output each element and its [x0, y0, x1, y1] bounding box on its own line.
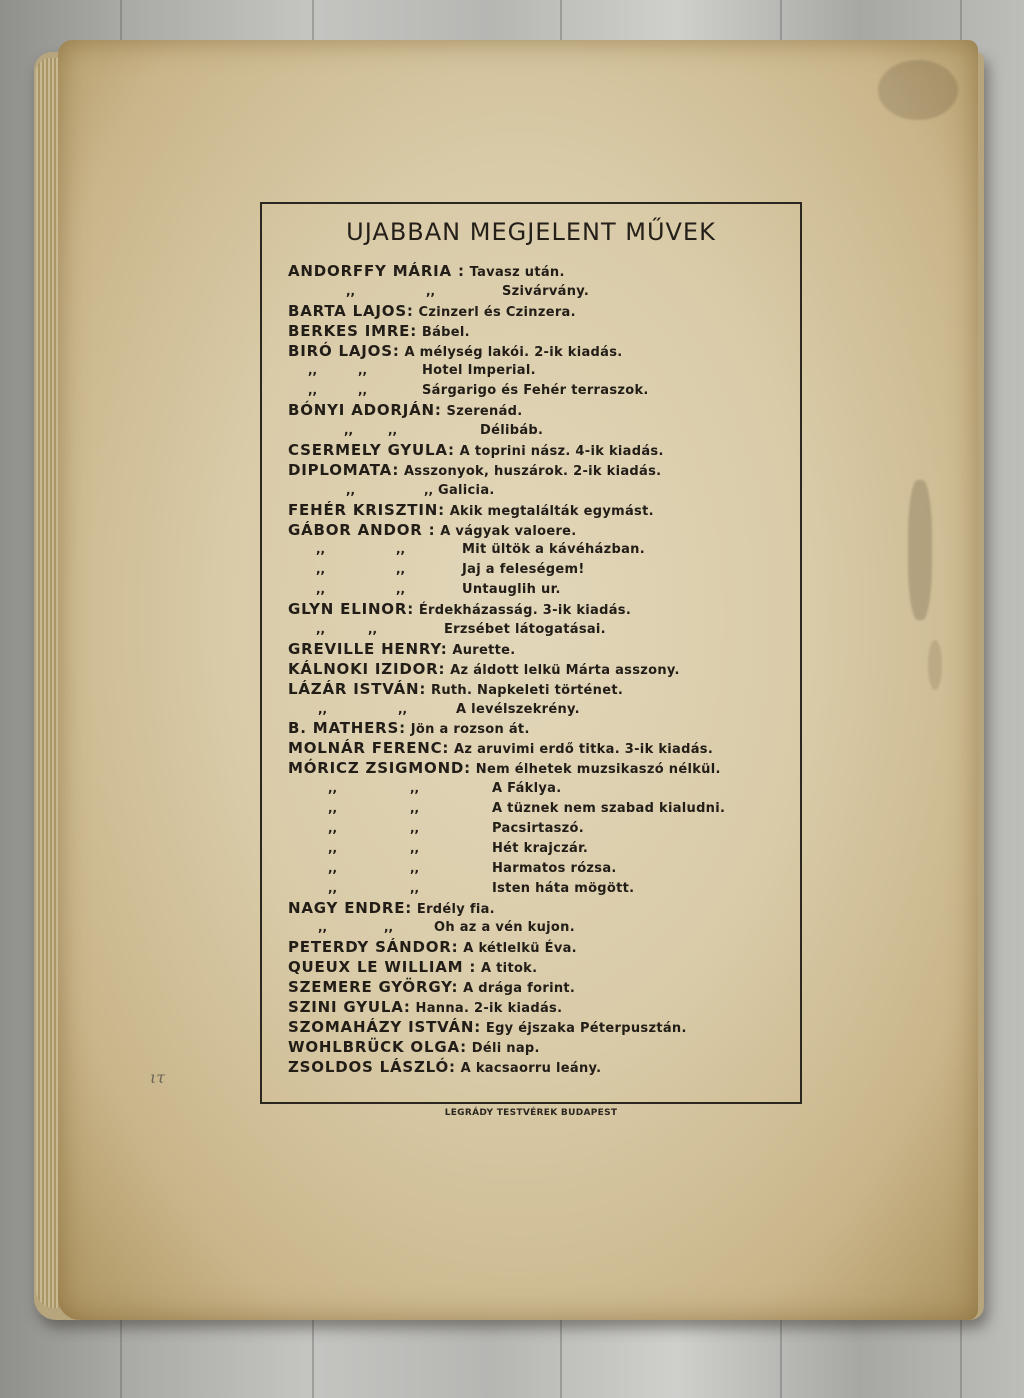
list-item — [288, 421, 790, 441]
cover-stain — [878, 60, 958, 120]
ditto-mark: ,, — [316, 542, 326, 557]
author-name: ZSOLDOS LÁSZLÓ: — [288, 1057, 456, 1076]
ditto-mark: ,, — [328, 801, 338, 816]
book-title: Mit ültök a kávéházban. — [462, 542, 645, 558]
book-title: Czinzerl és Czinzera. — [413, 304, 576, 320]
book-title: Hét krajczár. — [492, 840, 589, 856]
author-name: SZINI GYULA: — [288, 997, 411, 1016]
book-title: Untauglih ur. — [462, 582, 561, 598]
list-item — [288, 660, 790, 680]
book-title: A tüznek nem szabad kialudni. — [492, 801, 726, 817]
list-item — [288, 620, 790, 640]
printer-imprint: LEGRÁDY TESTVÉREK BUDAPEST — [444, 1108, 618, 1118]
author-name: BÓNYI ADORJÁN: — [288, 401, 442, 420]
author-name: NAGY ENDRE: — [288, 898, 413, 917]
author-name: WOHLBRÜCK OLGA: — [288, 1037, 467, 1056]
ditto-mark: ,, — [368, 622, 378, 637]
list-item — [288, 700, 790, 720]
author-name: BARTA LAJOS: — [288, 301, 414, 320]
ditto-mark: ,, — [358, 383, 368, 398]
list-item — [288, 859, 790, 879]
book-title: Bábel. — [417, 324, 470, 340]
list-item — [288, 998, 790, 1018]
cover-stain — [928, 640, 942, 690]
list-item — [288, 560, 790, 580]
book-title: Egy éjszaka Péterpusztán. — [481, 1020, 687, 1036]
author-name: GREVILLE HENRY: — [288, 639, 448, 658]
book-title: Sárgarigo és Fehér terraszok. — [422, 383, 649, 399]
list-item — [288, 958, 790, 978]
ditto-mark: ,, — [316, 582, 326, 597]
list-item — [288, 899, 790, 919]
list-item — [288, 540, 790, 560]
ditto-mark: ,, — [328, 880, 338, 895]
list-item — [288, 600, 790, 620]
ditto-mark: ,, — [388, 423, 398, 438]
author-name: MOLNÁR FERENC: — [288, 739, 450, 758]
book-title: Asszonyok, huszárok. 2-ik kiadás. — [399, 463, 662, 479]
author-name: ANDORFFY MÁRIA : — [288, 262, 465, 280]
book-title: Akik megtalálták egymást. — [444, 503, 654, 519]
book-title: Délibáb. — [480, 423, 544, 439]
ditto-mark: ,, — [328, 860, 338, 875]
author-name: BERKES IMRE: — [288, 321, 418, 340]
book-title: A kétlelkü Éva. — [458, 941, 577, 957]
ditto-mark: ,, — [410, 781, 420, 796]
ditto-mark: ,, — [384, 920, 394, 935]
ditto-mark: ,, — [318, 920, 328, 935]
book-title: A mélység lakói. 2-ik kiadás. — [399, 344, 623, 360]
book-title: Érdekházasság. 3-ik kiadás. — [414, 603, 632, 619]
list-item — [288, 640, 790, 660]
list-item — [288, 879, 790, 899]
ditto-mark: ,, — [308, 363, 318, 378]
book-title: A toprini nász. 4-ik kiadás. — [454, 444, 664, 460]
list-item — [288, 819, 790, 839]
ditto-mark: ,, — [410, 801, 420, 816]
list-item — [288, 1018, 790, 1038]
book-title: A kacsaorru leány. — [455, 1060, 602, 1076]
ditto-mark: ,, — [346, 283, 356, 298]
list-item — [288, 1058, 790, 1078]
list-item — [288, 361, 790, 381]
ditto-mark: ,, — [328, 840, 338, 855]
ditto-mark: ,, — [346, 482, 356, 497]
author-name: KÁLNOKI IZIDOR: — [288, 659, 446, 678]
ditto-mark: ,, — [424, 482, 434, 497]
book-title: Déli nap. — [466, 1040, 540, 1056]
book-title: A titok. — [476, 961, 538, 977]
list-item — [288, 978, 790, 998]
book-title: Oh az a vén kujon. — [434, 920, 575, 936]
author-name: DIPLOMATA: — [288, 460, 400, 479]
ditto-mark: ,, — [318, 701, 328, 716]
book-title: A Fáklya. — [492, 781, 562, 797]
book-title: Szerenád. — [441, 404, 523, 420]
list-item — [288, 282, 790, 302]
list-item — [288, 839, 790, 859]
ditto-mark: ,, — [328, 781, 338, 796]
list-item — [288, 461, 790, 481]
author-name: B. MATHERS: — [288, 719, 406, 738]
ditto-mark: ,, — [398, 701, 408, 716]
list-item — [288, 441, 790, 461]
author-name: FEHÉR KRISZTIN: — [288, 500, 445, 519]
book-title: A drága forint. — [458, 981, 576, 997]
book-list — [288, 262, 790, 1078]
list-item — [288, 262, 790, 282]
ditto-mark: ,, — [426, 283, 436, 298]
list-item — [288, 759, 790, 779]
book-title: Az áldott lelkü Márta asszony. — [445, 662, 680, 678]
ditto-mark: ,, — [328, 820, 338, 835]
author-name: GLYN ELINOR: — [288, 600, 415, 619]
list-item — [288, 918, 790, 938]
list-item — [288, 719, 790, 739]
list-item — [288, 401, 790, 421]
ditto-mark: ,, — [410, 840, 420, 855]
book-title: Erdély fia. — [412, 901, 495, 917]
book-list-frame — [260, 202, 802, 1104]
ditto-mark: ,, — [344, 423, 354, 438]
author-name: BIRÓ LAJOS: — [288, 341, 400, 360]
book-title: Isten háta mögött. — [492, 880, 635, 896]
ditto-mark: ,, — [410, 880, 420, 895]
list-item — [288, 381, 790, 401]
ditto-mark: ,, — [316, 622, 326, 637]
list-item — [288, 799, 790, 819]
page-title: UJABBAN MEGJELENT MŰVEK — [346, 218, 716, 246]
ditto-mark: ,, — [396, 542, 406, 557]
book-title: Nem élhetek muzsikaszó nélkül. — [470, 762, 721, 778]
ditto-mark: ,, — [316, 562, 326, 577]
author-name: SZOMAHÁZY ISTVÁN: — [288, 1017, 482, 1036]
book-title: Galicia. — [438, 482, 495, 498]
ditto-mark: ,, — [358, 363, 368, 378]
ditto-mark: ,, — [308, 383, 318, 398]
book-title: Tavasz után. — [464, 265, 565, 280]
author-name: PETERDY SÁNDOR: — [288, 938, 459, 957]
list-item — [288, 580, 790, 600]
author-name: CSERMELY GYULA: — [288, 441, 455, 460]
book-title: Aurette. — [447, 642, 516, 658]
book-title: Pacsirtaszó. — [492, 820, 585, 836]
list-item — [288, 680, 790, 700]
book-title: A vágyak valoere. — [435, 523, 577, 539]
book-title: Harmatos rózsa. — [492, 860, 617, 876]
book-title: Hotel Imperial. — [422, 363, 536, 379]
book-title: Jön a rozson át. — [405, 722, 530, 738]
ditto-mark: ,, — [410, 860, 420, 875]
book-title: Hanna. 2-ik kiadás. — [410, 1000, 563, 1016]
list-item — [288, 938, 790, 958]
list-item — [288, 481, 790, 501]
cover-stain — [908, 480, 932, 620]
list-item — [288, 739, 790, 759]
list-item — [288, 302, 790, 322]
book-title: Ruth. Napkeleti történet. — [426, 682, 624, 698]
ditto-mark: ,, — [396, 582, 406, 597]
book-title: A levélszekrény. — [456, 701, 580, 717]
list-item — [288, 1038, 790, 1058]
author-name: QUEUX LE WILLIAM : — [288, 958, 477, 977]
list-item — [288, 501, 790, 521]
ditto-mark: ,, — [410, 820, 420, 835]
author-name: LÁZÁR ISTVÁN: — [288, 679, 427, 698]
list-item — [288, 322, 790, 342]
author-name: SZEMERE GYÖRGY: — [288, 978, 459, 997]
book-title: Szivárvány. — [502, 283, 590, 299]
book-title: Az aruvimi erdő titka. 3-ik kiadás. — [449, 742, 714, 758]
book-title: Jaj a feleségem! — [462, 562, 585, 578]
list-item — [288, 779, 790, 799]
author-name: GÁBOR ANDOR : — [288, 520, 436, 539]
author-name: MÓRICZ ZSIGMOND: — [288, 759, 471, 778]
pencil-mark: ιτ — [150, 1068, 166, 1087]
list-item — [288, 521, 790, 541]
list-item — [288, 342, 790, 362]
ditto-mark: ,, — [396, 562, 406, 577]
book-title: Erzsébet látogatásai. — [444, 622, 606, 638]
